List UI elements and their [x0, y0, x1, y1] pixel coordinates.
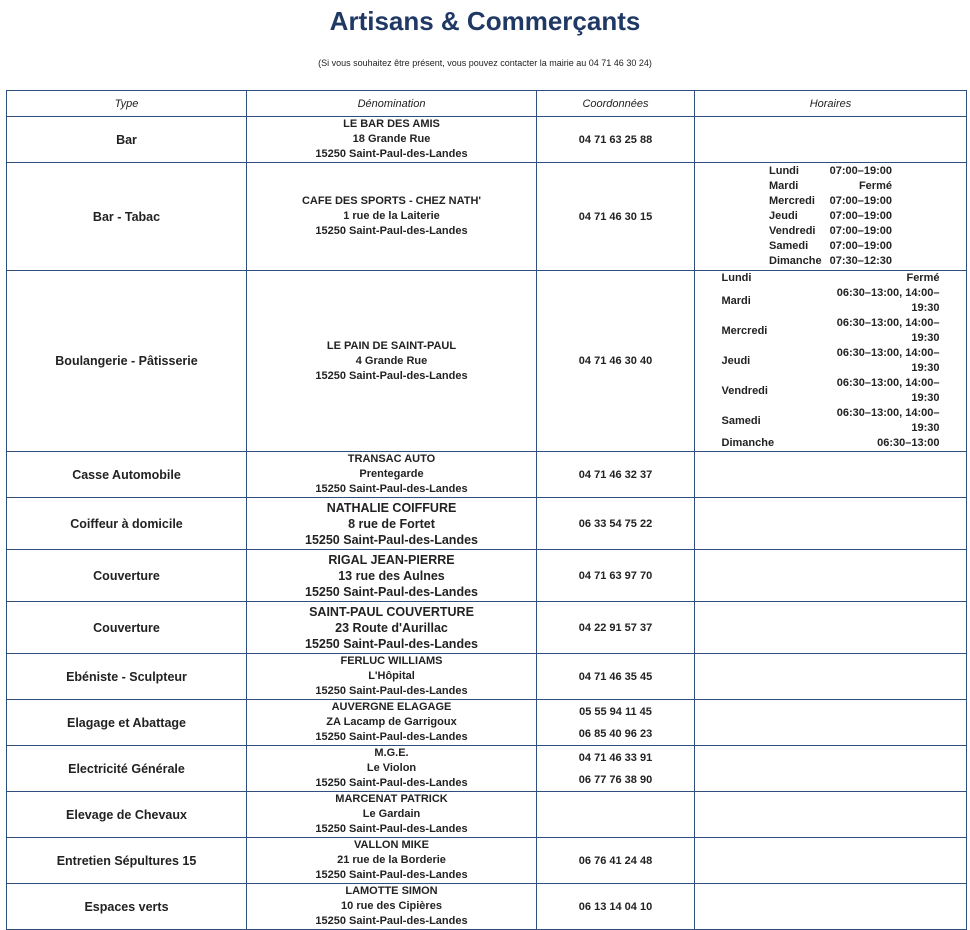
- cell-type: Ebéniste - Sculpteur: [7, 654, 247, 700]
- address-line: 1 rue de la Laiterie: [343, 210, 440, 222]
- phone-number: 06 85 40 96 23: [578, 727, 653, 740]
- address-city: 15250 Saint-Paul-des-Landes: [315, 915, 468, 927]
- hours-time: 07:00–19:00: [829, 195, 892, 207]
- cell-hours: [695, 792, 967, 838]
- header-coord: Coordonnées: [537, 91, 695, 117]
- address-line: 21 rue de la Borderie: [337, 854, 446, 866]
- cell-coord: [537, 550, 695, 602]
- cell-name: [247, 838, 537, 884]
- table-row: [7, 602, 967, 654]
- hours-time: 06:30–13:00: [877, 437, 940, 449]
- cell-hours: [695, 884, 967, 930]
- table-row: [7, 163, 967, 271]
- opening-hours-table: [765, 164, 896, 269]
- hours-time: 06:30–13:00, 14:00–19:30: [836, 287, 940, 314]
- address-line: Prentegarde: [359, 468, 424, 480]
- table-row: [7, 654, 967, 700]
- hours-time: 06:30–13:00, 14:00–19:30: [836, 407, 940, 434]
- header-type: Type: [7, 91, 247, 117]
- cell-type: Casse Automobile: [7, 452, 247, 498]
- cell-hours: [695, 498, 967, 550]
- phone-number: 04 71 46 32 37: [578, 468, 653, 481]
- cell-coord: [537, 498, 695, 550]
- hours-time: 07:00–19:00: [829, 225, 892, 237]
- table-row: [7, 271, 967, 452]
- hours-day: Jeudi: [721, 354, 751, 367]
- hours-day: Dimanche: [721, 437, 775, 449]
- hours-time: 06:30–13:00, 14:00–19:30: [836, 377, 940, 404]
- hours-time: 07:00–19:00: [829, 240, 892, 252]
- hours-day: Vendredi: [721, 384, 768, 397]
- hours-day: Vendredi: [769, 225, 816, 237]
- hours-time: 06:30–13:00, 14:00–19:30: [836, 317, 940, 344]
- table-row: [7, 792, 967, 838]
- cell-name: [247, 117, 537, 163]
- cell-coord: [537, 838, 695, 884]
- hours-time: 06:30–13:00, 14:00–19:30: [836, 347, 940, 374]
- cell-hours: [695, 654, 967, 700]
- address-line: Le Violon: [366, 762, 417, 774]
- hours-day: Lundi: [769, 165, 799, 177]
- phone-number: 06 77 76 38 90: [578, 773, 653, 786]
- cell-hours: [695, 550, 967, 602]
- business-name: M.G.E.: [374, 747, 409, 759]
- cell-type: Espaces verts: [7, 884, 247, 930]
- business-name: MARCENAT PATRICK: [335, 793, 448, 805]
- cell-coord: [537, 271, 695, 452]
- cell-coord: [537, 602, 695, 654]
- table-row: [7, 884, 967, 930]
- cell-coord: [537, 700, 695, 746]
- business-name: VALLON MIKE: [354, 839, 429, 851]
- table-row: [7, 452, 967, 498]
- cell-type: Electricité Générale: [7, 746, 247, 792]
- cell-hours: [695, 838, 967, 884]
- phone-number: 06 33 54 75 22: [578, 517, 653, 530]
- opening-hours-table: [720, 271, 942, 451]
- address-city: 15250 Saint-Paul-des-Landes: [315, 483, 468, 495]
- cell-name: [247, 452, 537, 498]
- cell-hours: [695, 452, 967, 498]
- address-city: 15250 Saint-Paul-des-Landes: [315, 731, 468, 743]
- cell-type: Bar - Tabac: [7, 163, 247, 271]
- table-row: [7, 498, 967, 550]
- phone-number: 04 71 46 30 40: [578, 355, 653, 367]
- phone-number: 04 71 46 30 15: [578, 210, 653, 223]
- phone-number: 04 71 63 25 88: [578, 133, 653, 146]
- phone-number: 04 71 46 33 91: [578, 751, 653, 764]
- cell-name: [247, 550, 537, 602]
- phone-number: 04 22 91 57 37: [578, 621, 653, 634]
- hours-time: Fermé: [858, 180, 892, 192]
- cell-name: [247, 746, 537, 792]
- address-city: 15250 Saint-Paul-des-Landes: [305, 584, 478, 599]
- cell-hours: [695, 163, 967, 271]
- cell-name: [247, 884, 537, 930]
- header-hours: Horaires: [695, 91, 967, 117]
- cell-name: [247, 602, 537, 654]
- cell-type: Boulangerie - Pâtisserie: [7, 271, 247, 452]
- cell-name: [247, 163, 537, 271]
- business-name: NATHALIE COIFFURE: [326, 500, 457, 515]
- table-header-row: [7, 91, 967, 117]
- address-city: 15250 Saint-Paul-des-Landes: [315, 777, 468, 789]
- hours-day: Dimanche: [769, 255, 822, 267]
- address-city: 15250 Saint-Paul-des-Landes: [315, 148, 468, 160]
- business-name: SAINT-PAUL COUVERTURE: [309, 604, 474, 619]
- hours-time: 07:00–19:00: [829, 210, 892, 222]
- address-city: 15250 Saint-Paul-des-Landes: [305, 532, 478, 547]
- cell-hours: [695, 117, 967, 163]
- hours-day: Mercredi: [721, 324, 768, 337]
- business-name: CAFE DES SPORTS - CHEZ NATH': [301, 195, 482, 207]
- cell-coord: [537, 746, 695, 792]
- cell-coord: [537, 654, 695, 700]
- hours-time: 07:30–12:30: [829, 255, 892, 267]
- cell-coord: [537, 792, 695, 838]
- phone-number: 06 13 14 04 10: [578, 900, 653, 913]
- hours-day: Mercredi: [769, 195, 815, 207]
- address-line: 4 Grande Rue: [355, 354, 428, 367]
- cell-type: Coiffeur à domicile: [7, 498, 247, 550]
- business-name: AUVERGNE ELAGAGE: [331, 701, 452, 713]
- page-title: Artisans & Commerçants: [329, 6, 641, 36]
- address-line: 23 Route d'Aurillac: [335, 620, 448, 635]
- address-line: ZA Lacamp de Garrigoux: [326, 716, 457, 728]
- cell-name: [247, 654, 537, 700]
- business-name: TRANSAC AUTO: [347, 453, 436, 465]
- address-city: 15250 Saint-Paul-des-Landes: [315, 225, 468, 237]
- hours-day: Mardi: [769, 180, 799, 192]
- address-line: 18 Grande Rue: [352, 133, 431, 145]
- business-name: FERLUC WILLIAMS: [340, 655, 443, 667]
- table-row: [7, 746, 967, 792]
- cell-coord: [537, 452, 695, 498]
- cell-coord: [537, 163, 695, 271]
- hours-day: Mardi: [721, 294, 751, 307]
- cell-hours: [695, 271, 967, 452]
- cell-type: Entretien Sépultures 15: [7, 838, 247, 884]
- business-name: LAMOTTE SIMON: [345, 885, 438, 897]
- phone-number: 04 71 46 35 45: [578, 670, 653, 683]
- artisans-table: [6, 90, 967, 930]
- business-name: LE PAIN DE SAINT-PAUL: [326, 339, 457, 352]
- hours-day: Lundi: [721, 272, 752, 284]
- address-city: 15250 Saint-Paul-des-Landes: [315, 369, 468, 382]
- table-row: [7, 838, 967, 884]
- cell-hours: [695, 746, 967, 792]
- cell-name: [247, 271, 537, 452]
- cell-type: Elevage de Chevaux: [7, 792, 247, 838]
- address-city: 15250 Saint-Paul-des-Landes: [315, 685, 468, 697]
- phone-number: 06 76 41 24 48: [578, 854, 653, 867]
- address-line: 8 rue de Fortet: [348, 516, 435, 531]
- address-city: 15250 Saint-Paul-des-Landes: [315, 823, 468, 835]
- address-line: 10 rue des Cipières: [341, 900, 442, 912]
- business-name: LE BAR DES AMIS: [343, 118, 440, 130]
- hours-time: Fermé: [906, 272, 940, 284]
- address-line: Le Gardain: [362, 808, 421, 820]
- cell-type: Elagage et Abattage: [7, 700, 247, 746]
- cell-coord: [537, 884, 695, 930]
- cell-type: Couverture: [7, 550, 247, 602]
- address-line: 13 rue des Aulnes: [338, 568, 445, 583]
- cell-name: [247, 498, 537, 550]
- cell-hours: [695, 602, 967, 654]
- table-row: [7, 117, 967, 163]
- business-name: RIGAL JEAN-PIERRE: [328, 552, 455, 567]
- phone-number: 04 71 63 97 70: [578, 569, 653, 582]
- cell-name: [247, 792, 537, 838]
- hours-day: Samedi: [769, 240, 809, 252]
- cell-hours: [695, 700, 967, 746]
- table-row: [7, 550, 967, 602]
- cell-name: [247, 700, 537, 746]
- cell-coord: [537, 117, 695, 163]
- hours-time: 07:00–19:00: [829, 165, 892, 177]
- hours-day: Samedi: [721, 414, 761, 427]
- address-line: L'Hôpital: [368, 670, 415, 682]
- header-name: Dénomination: [247, 91, 537, 117]
- table-row: [7, 700, 967, 746]
- address-city: 15250 Saint-Paul-des-Landes: [305, 636, 478, 651]
- hours-day: Jeudi: [769, 210, 798, 222]
- address-city: 15250 Saint-Paul-des-Landes: [315, 869, 468, 881]
- phone-number: 05 55 94 11 45: [579, 705, 652, 718]
- page-subtitle: (Si vous souhaitez être présent, vous pouvez contacter la mairie au 04 71 46 30 24): [318, 58, 652, 68]
- cell-type: Couverture: [7, 602, 247, 654]
- cell-type: Bar: [7, 117, 247, 163]
